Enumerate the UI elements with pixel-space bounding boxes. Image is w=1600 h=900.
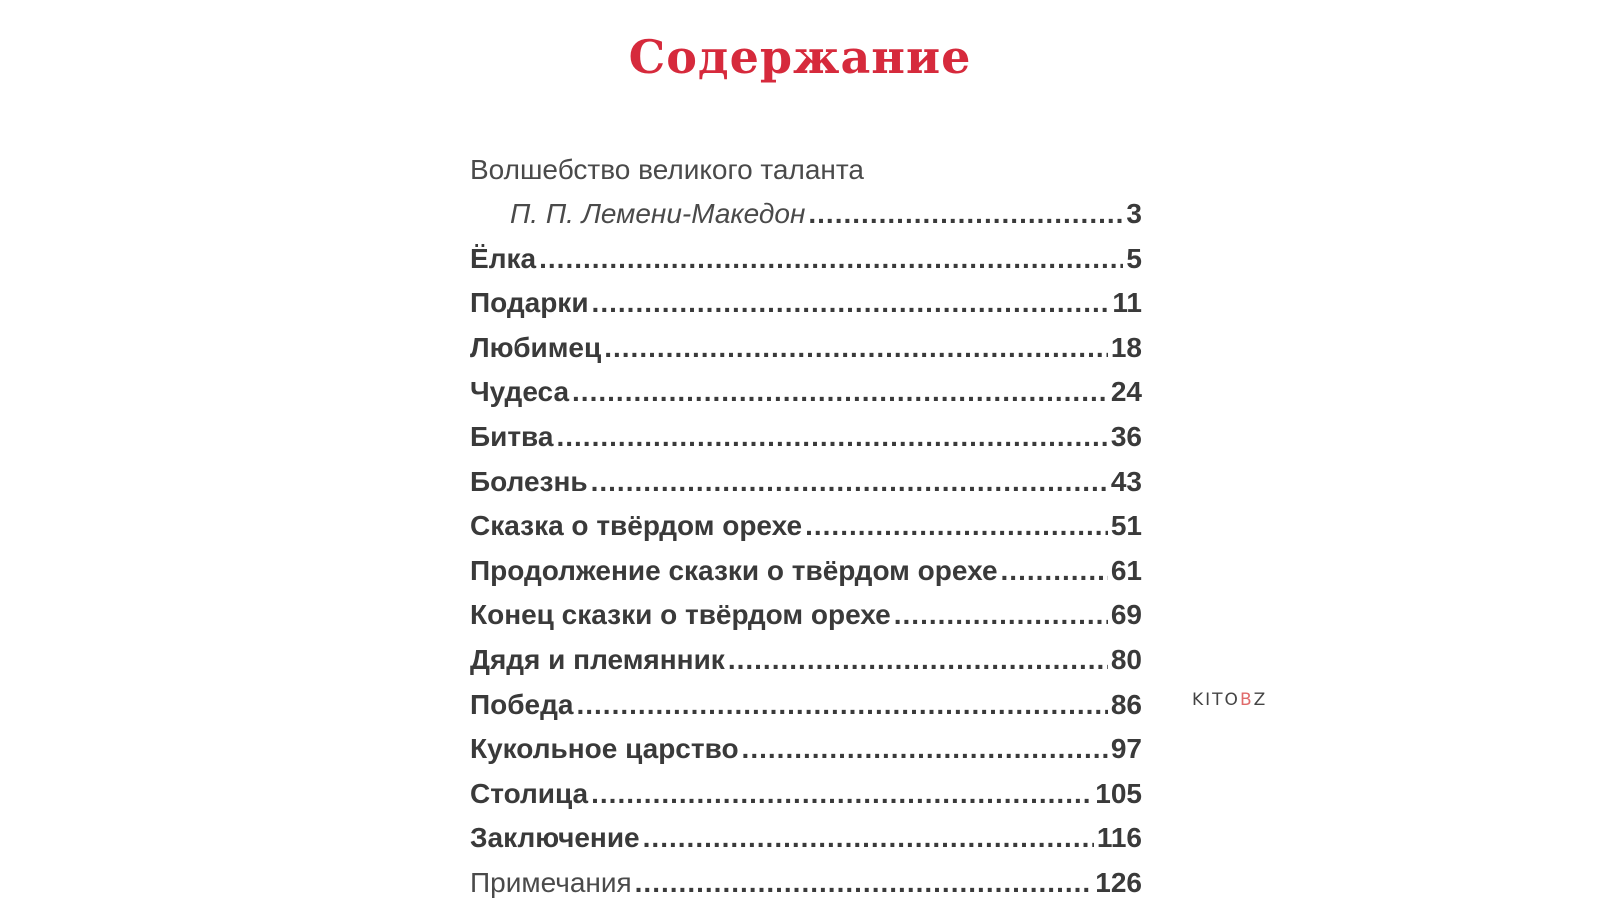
toc-intro-heading: Волшебство великого таланта (470, 154, 864, 185)
toc-entry (470, 237, 1142, 282)
toc-entry-title: Любимец (470, 331, 602, 363)
toc-entry (470, 593, 1142, 638)
toc-entry-title: Кукольное царство (470, 733, 739, 765)
toc-entry-title: Столица (470, 777, 589, 809)
dot-leader (591, 772, 1092, 817)
toc-entry-title: Дядя и племянник (470, 643, 725, 675)
dot-leader (556, 415, 1107, 460)
dot-leader (805, 504, 1108, 549)
toc-entry (470, 504, 1142, 549)
toc-entry-page: 69 (1110, 599, 1142, 631)
toc-intro-author-row (470, 192, 1142, 237)
toc-entry (470, 772, 1142, 817)
toc-intro-page: 3 (1126, 198, 1142, 229)
toc-entry-page: 51 (1110, 510, 1142, 542)
dot-leader (742, 727, 1108, 772)
watermark-logo (1192, 690, 1267, 710)
toc-entry-title: Битва (470, 420, 554, 452)
toc-entry-page: 80 (1110, 643, 1142, 675)
toc-entry-page: 86 (1110, 688, 1142, 720)
watermark-prefix: KITO (1192, 690, 1240, 710)
toc-notes-row (470, 861, 1142, 900)
dot-leader (808, 192, 1123, 237)
toc-entry (470, 549, 1142, 594)
toc-entry (470, 683, 1142, 728)
toc-entry-title: Сказка о твёрдом орехе (470, 510, 803, 542)
toc-entry-page: 24 (1110, 376, 1142, 408)
toc-notes-title: Примечания (470, 866, 632, 898)
dot-leader (572, 370, 1108, 415)
watermark-suffix: Z (1253, 690, 1268, 710)
toc-entry (470, 460, 1142, 505)
toc-entry-page: 11 (1112, 287, 1142, 319)
dot-leader (539, 237, 1123, 282)
dot-leader (604, 326, 1108, 371)
dot-leader (592, 281, 1110, 326)
toc-entry-page: 43 (1110, 465, 1142, 497)
dot-leader (1001, 549, 1108, 594)
page-title: Содержание (628, 30, 972, 84)
toc-entry (470, 638, 1142, 683)
toc-intro-author: П. П. Лемени-Македон (510, 198, 806, 229)
toc-entry (470, 727, 1142, 772)
toc-entry-page: 105 (1095, 777, 1142, 809)
table-of-contents (470, 148, 1142, 900)
toc-entry-title: Конец сказки о твёрдом орехе (470, 599, 891, 631)
toc-entry (470, 370, 1142, 415)
toc-entry (470, 326, 1142, 371)
toc-entry (470, 816, 1142, 861)
dot-leader (576, 683, 1107, 728)
toc-entry-title: Ёлка (470, 242, 537, 274)
toc-entry-title: Чудеса (470, 376, 570, 408)
dot-leader (643, 816, 1094, 861)
toc-notes-page: 126 (1095, 866, 1142, 898)
dot-leader (728, 638, 1108, 683)
dot-leader (635, 861, 1093, 900)
toc-entry-page: 36 (1110, 420, 1142, 452)
toc-entry-page: 61 (1110, 554, 1142, 586)
toc-entry-title: Болезнь (470, 465, 588, 497)
watermark-accent: B (1239, 690, 1254, 710)
toc-entry (470, 415, 1142, 460)
toc-entry-title: Подарки (470, 287, 589, 319)
toc-entry-title: Заключение (470, 822, 640, 854)
dot-leader (591, 460, 1108, 505)
toc-entry-title: Победа (470, 688, 574, 720)
toc-entry-page: 18 (1110, 331, 1142, 363)
toc-entry (470, 281, 1142, 326)
toc-entry-page: 5 (1126, 242, 1142, 274)
toc-entry-page: 97 (1110, 733, 1142, 765)
dot-leader (894, 593, 1108, 638)
toc-entry-page: 116 (1096, 822, 1142, 854)
toc-entry-title: Продолжение сказки о твёрдом орехе (470, 554, 998, 586)
